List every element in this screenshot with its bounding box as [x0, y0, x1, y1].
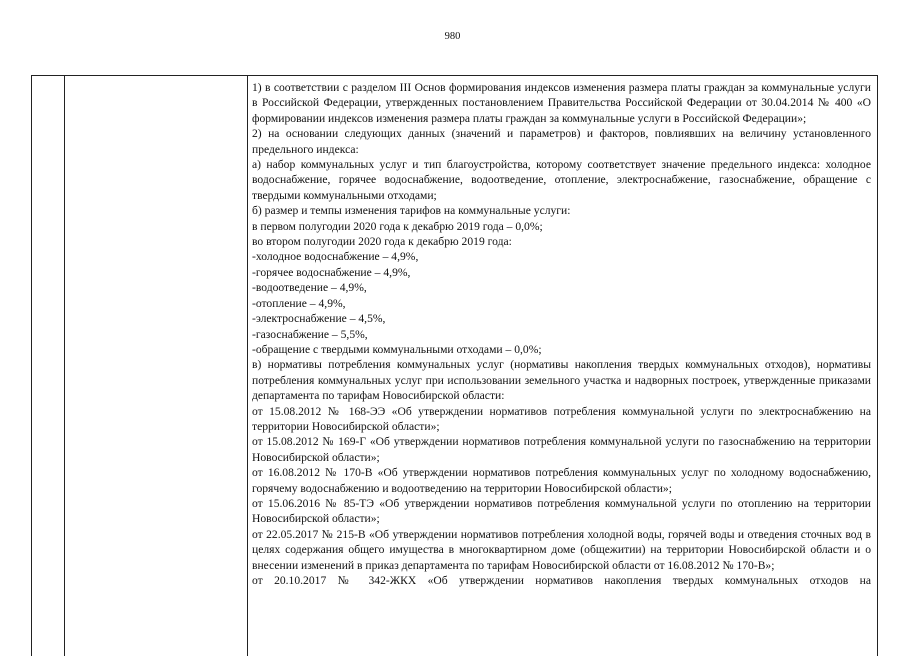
text-cell: [252, 80, 871, 588]
paragraph: в первом полугодии 2020 года к декабрю 2019 года – 0,0%;: [252, 219, 543, 233]
list-item: -обращение с твердыми коммунальными отходами – 0,0%;: [252, 342, 542, 356]
document-table: [31, 75, 878, 656]
paragraph: в) нормативы потребления коммунальных услуг (нормативы накопления твердых коммунальных отходов), нормативы потребления коммунальных услуг при использовании земельного участка и надворных построек, утвержденные приказами департамента по тарифам Новосибирской области:: [252, 358, 871, 403]
list-item: -водоотведение – 4,9%,: [252, 281, 367, 295]
paragraph: 2) на основании следующих данных (значений и параметров) и факторов, повлиявших на величину установленного предельного индекса:: [252, 127, 871, 156]
list-item: -отопление – 4,9%,: [252, 296, 346, 310]
paragraph: от 22.05.2017 № 215-В «Об утверждении нормативов потребления холодной воды, горячей воды и отведения сточных вод в целях содержания общего имущества в многоквартирном доме (общежитии) на территории Новосибирской области и о внесении изменений в приказ департамента по тарифам Новосибирской области от 16.08.2012 № 170-В»;: [252, 527, 871, 572]
page-number: 980: [444, 31, 461, 42]
column-divider-1: [64, 76, 65, 656]
paragraph: от 16.08.2012 № 170-В «Об утверждении нормативов потребления коммунальных услуг по холодному водоснабжению, горячему водоснабжению и водоотведению на территории Новосибирской области»;: [252, 466, 871, 495]
paragraph: во втором полугодии 2020 года к декабрю 2019 года:: [252, 235, 512, 249]
paragraph: б) размер и темпы изменения тарифов на коммунальные услуги:: [252, 204, 571, 218]
column-divider-2: [247, 76, 248, 656]
list-item: -газоснабжение – 5,5%,: [252, 327, 368, 341]
paragraph: а) набор коммунальных услуг и тип благоустройства, которому соответствует значение предельного индекса: холодное водоснабжение, горячее водоснабжение, водоотведение, отопление, электроснабжение, газоснабжение, обращение с твердыми коммунальными отходами;: [252, 158, 871, 202]
list-item: -горячее водоснабжение – 4,9%,: [252, 265, 411, 279]
paragraph: от 15.08.2012 № 168-ЭЭ «Об утверждении нормативов потребления коммунальной услуги по электроснабжению на территории Новосибирской области»;: [252, 404, 871, 433]
paragraph: 1) в соответствии с разделом III Основ формирования индексов изменения размера платы граждан за коммунальные услуги в Российской Федерации, утвержденных постановлением Правительства Российской Федерации от 30.04.2014 № 400 «О формировании индексов изменения размера платы граждан за коммунальные услуги в Российской Федерации»;: [252, 81, 871, 125]
list-item: -холодное водоснабжение – 4,9%,: [252, 250, 419, 264]
list-item: -электроснабжение – 4,5%,: [252, 312, 386, 326]
paragraph: от 15.08.2012 № 169-Г «Об утверждении нормативов потребления коммунальной услуги по газоснабжению на территории Новосибирской области»;: [252, 435, 871, 464]
paragraph: от 15.06.2016 № 85-ТЭ «Об утверждении нормативов потребления коммунальной услуги по отоплению на территории Новосибирской области»;: [252, 496, 871, 526]
paragraph: от 20.10.2017 № 342-ЖКХ «Об утверждении нормативов накопления твердых коммунальных отходов на: [252, 574, 871, 587]
